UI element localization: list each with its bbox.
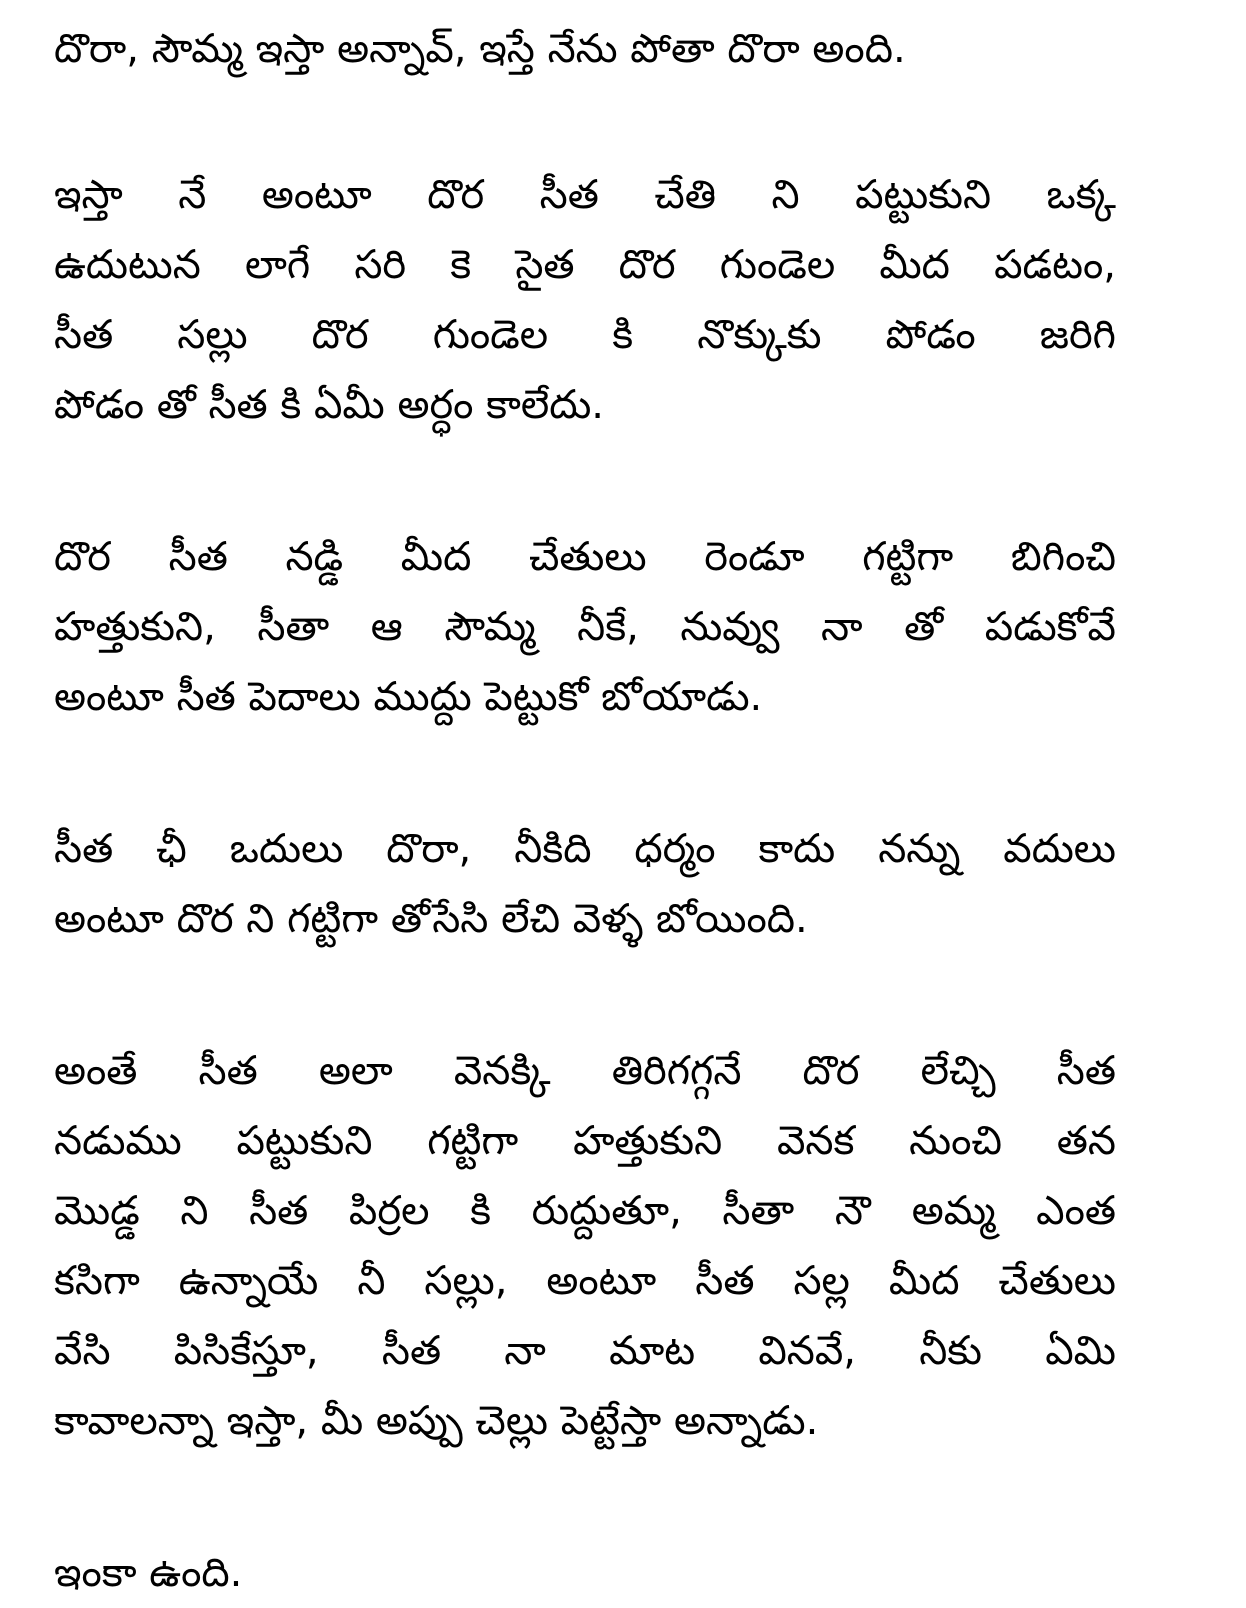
text-line: దొర సీత నడ్డి మీద చేతులు రెండూ గట్టిగా బిగించి [54,534,1116,580]
text-line: ఇస్తా నే అంటూ దొర సీత చేతి ని పట్టుకుని ఒక్క [54,172,1116,218]
text-line: నడుము పట్టుకుని గట్టిగా హత్తుకుని వెనక నుంచి తన [54,1118,1116,1164]
text-line: సీత ఛీ ఒదులు దొరా, నీకిది ధర్మం కాదు నన్ను వదులు [54,826,1116,872]
text-line: సీత సల్లు దొర గుండెల కి నొక్కుకు పోడం జరిగి [54,312,1116,358]
text-line: మొడ్డ ని సీత పిర్రల కి రుద్దుతూ, సీతా నౌ అమ్మ ఎంత [54,1188,1116,1234]
paragraph-3 [54,522,1116,732]
text-line: అంటూ దొర ని గట్టిగా తోసేసి లేచి వెళ్ళ బోయింది. [54,896,808,942]
to-be-continued: ఇంకా ఉంది. [54,1550,243,1596]
text-line: హత్తుకుని, సీతా ఆ సౌమ్మ నీకే, నువ్వు నా తో పడుకోవే [54,604,1116,650]
paragraph-2 [54,160,1116,440]
text-line: ఉదుటున లాగే సరి కె సైత దొర గుండెల మీద పడటం, [54,242,1116,288]
paragraph-1 [54,14,1116,84]
text-line: వేసి పిసికేస్తూ, సీత నా మాట వినవే, నీకు ఏమి [54,1328,1116,1374]
text-line: అంటూ సీత పెదాలు ముద్దు పెట్టుకో బోయాడు. [54,674,763,720]
text-line: దొరా, సౌమ్మ ఇస్తా అన్నావ్, ఇస్తే నేను పోతా దొరా అంది. [54,26,906,72]
text-line: అంతే సీత అలా వెనక్కి తిరిగగ్గనే దొర లేచ్చి సీత [54,1048,1116,1094]
paragraph-5 [54,1036,1116,1456]
text-line: పోడం తో సీత కి ఏమీ అర్ధం కాలేదు. [54,382,605,428]
text-line: కసిగా ఉన్నాయే నీ సల్లు, అంటూ సీత సల్ల మీద చేతులు [54,1258,1116,1304]
text-line: కావాలన్నా ఇస్తా, మీ అప్పు చెల్లు పెట్టేస్తా అన్నాడు. [54,1398,819,1444]
paragraph-6 [54,1538,1116,1608]
paragraph-4 [54,814,1116,954]
